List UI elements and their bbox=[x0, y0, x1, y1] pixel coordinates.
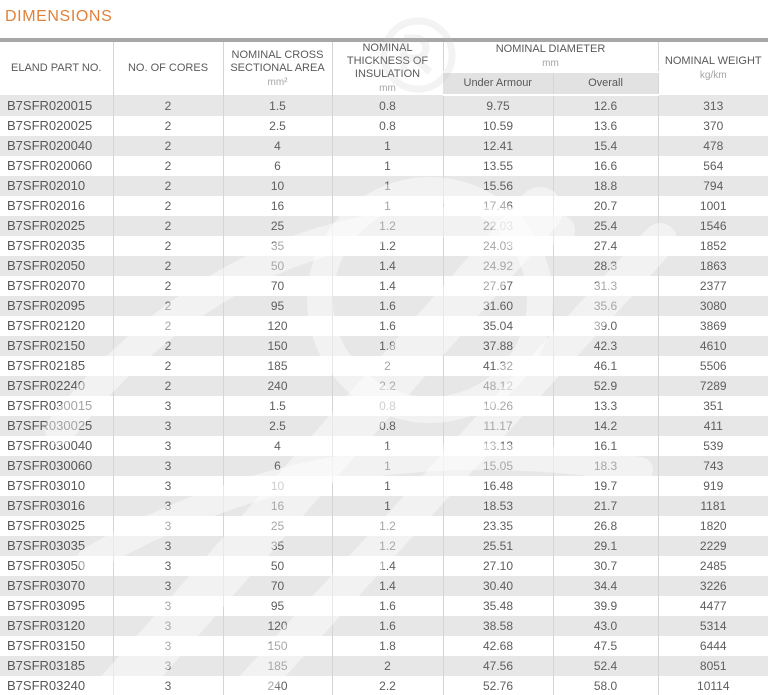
cell-insulation: 2.2 bbox=[332, 676, 443, 695]
cell-diameter-overall: 52.9 bbox=[553, 376, 658, 396]
cell-insulation: 1.8 bbox=[332, 636, 443, 656]
table-row bbox=[0, 576, 768, 596]
cell-diameter-under-armour: 35.48 bbox=[443, 596, 553, 616]
cell-diameter-under-armour: 41.32 bbox=[443, 356, 553, 376]
table-row bbox=[0, 356, 768, 376]
cell-cores: 3 bbox=[113, 396, 223, 416]
cell-diameter-overall: 16.6 bbox=[553, 156, 658, 176]
page-title: DIMENSIONS bbox=[5, 8, 113, 25]
cell-part-no: B7SFR030025 bbox=[0, 416, 113, 436]
cell-diameter-overall: 34.4 bbox=[553, 576, 658, 596]
cell-insulation: 1 bbox=[332, 156, 443, 176]
table-row bbox=[0, 296, 768, 316]
cell-part-no: B7SFR02070 bbox=[0, 276, 113, 296]
cell-part-no: B7SFR02010 bbox=[0, 176, 113, 196]
table-row bbox=[0, 316, 768, 336]
cell-insulation: 2.2 bbox=[332, 376, 443, 396]
cell-diameter-under-armour: 30.40 bbox=[443, 576, 553, 596]
cell-csa: 50 bbox=[223, 556, 332, 576]
header-weight-label: NOMINAL WEIGHT bbox=[664, 55, 762, 67]
table-row bbox=[0, 95, 768, 116]
cell-diameter-overall: 12.6 bbox=[553, 95, 658, 116]
cell-diameter-under-armour: 48.12 bbox=[443, 376, 553, 396]
table-row bbox=[0, 676, 768, 695]
cell-csa: 185 bbox=[223, 356, 332, 376]
cell-part-no: B7SFR03050 bbox=[0, 556, 113, 576]
cell-diameter-overall: 30.7 bbox=[553, 556, 658, 576]
cell-part-no: B7SFR03016 bbox=[0, 496, 113, 516]
table-row bbox=[0, 516, 768, 536]
cell-cores: 3 bbox=[113, 516, 223, 536]
cell-insulation: 1.2 bbox=[332, 216, 443, 236]
cell-csa: 2.5 bbox=[223, 116, 332, 136]
cell-diameter-overall: 14.2 bbox=[553, 416, 658, 436]
cell-insulation: 1.4 bbox=[332, 256, 443, 276]
table-row bbox=[0, 416, 768, 436]
cell-diameter-overall: 19.7 bbox=[553, 476, 658, 496]
cell-diameter-under-armour: 27.10 bbox=[443, 556, 553, 576]
cell-csa: 95 bbox=[223, 596, 332, 616]
cell-diameter-overall: 13.6 bbox=[553, 116, 658, 136]
table-row bbox=[0, 176, 768, 196]
cell-weight: 3869 bbox=[658, 316, 768, 336]
cell-cores: 3 bbox=[113, 656, 223, 676]
cell-diameter-overall: 20.7 bbox=[553, 196, 658, 216]
cell-diameter-under-armour: 42.68 bbox=[443, 636, 553, 656]
cell-part-no: B7SFR02240 bbox=[0, 376, 113, 396]
cell-weight: 4477 bbox=[658, 596, 768, 616]
cell-weight: 4610 bbox=[658, 336, 768, 356]
cell-csa: 10 bbox=[223, 476, 332, 496]
cell-diameter-under-armour: 13.13 bbox=[443, 436, 553, 456]
cell-insulation: 1.4 bbox=[332, 556, 443, 576]
cell-weight: 1001 bbox=[658, 196, 768, 216]
cell-insulation: 1.6 bbox=[332, 296, 443, 316]
cell-part-no: B7SFR02095 bbox=[0, 296, 113, 316]
cell-cores: 3 bbox=[113, 436, 223, 456]
cell-csa: 25 bbox=[223, 216, 332, 236]
cell-diameter-under-armour: 13.55 bbox=[443, 156, 553, 176]
cell-weight: 8051 bbox=[658, 656, 768, 676]
cell-weight: 1820 bbox=[658, 516, 768, 536]
cell-part-no: B7SFR030060 bbox=[0, 456, 113, 476]
table-row bbox=[0, 236, 768, 256]
cell-cores: 2 bbox=[113, 216, 223, 236]
cell-csa: 1.5 bbox=[223, 95, 332, 116]
table-row bbox=[0, 336, 768, 356]
cell-cores: 3 bbox=[113, 576, 223, 596]
cell-weight: 1181 bbox=[658, 496, 768, 516]
cell-diameter-overall: 18.3 bbox=[553, 456, 658, 476]
cell-csa: 120 bbox=[223, 616, 332, 636]
table-row bbox=[0, 476, 768, 496]
cell-insulation: 0.8 bbox=[332, 416, 443, 436]
cell-diameter-under-armour: 15.56 bbox=[443, 176, 553, 196]
header-cross-sectional-area bbox=[223, 42, 332, 95]
cell-weight: 7289 bbox=[658, 376, 768, 396]
cell-diameter-under-armour: 23.35 bbox=[443, 516, 553, 536]
cell-diameter-overall: 27.4 bbox=[553, 236, 658, 256]
cell-cores: 3 bbox=[113, 456, 223, 476]
cell-csa: 150 bbox=[223, 636, 332, 656]
table-header bbox=[0, 42, 768, 95]
cell-weight: 1852 bbox=[658, 236, 768, 256]
cell-diameter-overall: 47.5 bbox=[553, 636, 658, 656]
header-part-no bbox=[0, 42, 113, 95]
cell-diameter-overall: 15.4 bbox=[553, 136, 658, 156]
cell-weight: 1546 bbox=[658, 216, 768, 236]
cell-insulation: 1.6 bbox=[332, 616, 443, 636]
cell-diameter-under-armour: 10.59 bbox=[443, 116, 553, 136]
cell-part-no: B7SFR02150 bbox=[0, 336, 113, 356]
cell-diameter-overall: 35.6 bbox=[553, 296, 658, 316]
cell-csa: 35 bbox=[223, 236, 332, 256]
cell-insulation: 1 bbox=[332, 136, 443, 156]
cell-diameter-overall: 58.0 bbox=[553, 676, 658, 695]
cell-part-no: B7SFR03240 bbox=[0, 676, 113, 695]
cell-csa: 1.5 bbox=[223, 396, 332, 416]
cell-csa: 16 bbox=[223, 196, 332, 216]
cell-csa: 240 bbox=[223, 676, 332, 695]
cell-diameter-overall: 16.1 bbox=[553, 436, 658, 456]
cell-diameter-overall: 46.1 bbox=[553, 356, 658, 376]
cell-diameter-under-armour: 35.04 bbox=[443, 316, 553, 336]
table-row bbox=[0, 636, 768, 656]
cell-csa: 4 bbox=[223, 136, 332, 156]
table-row bbox=[0, 376, 768, 396]
cell-diameter-under-armour: 16.48 bbox=[443, 476, 553, 496]
cell-cores: 2 bbox=[113, 196, 223, 216]
table-row bbox=[0, 136, 768, 156]
cell-csa: 70 bbox=[223, 576, 332, 596]
header-overall: Overall bbox=[553, 72, 658, 95]
cell-csa: 150 bbox=[223, 336, 332, 356]
header-diameter-label: NOMINAL DIAMETER bbox=[495, 43, 606, 55]
cell-insulation: 1 bbox=[332, 436, 443, 456]
table-row bbox=[0, 536, 768, 556]
cell-weight: 5506 bbox=[658, 356, 768, 376]
cell-csa: 185 bbox=[223, 656, 332, 676]
table-row bbox=[0, 496, 768, 516]
table-row bbox=[0, 156, 768, 176]
header-under-armour: Under Armour bbox=[443, 72, 553, 95]
cell-cores: 2 bbox=[113, 176, 223, 196]
cell-diameter-overall: 43.0 bbox=[553, 616, 658, 636]
cell-diameter-overall: 29.1 bbox=[553, 536, 658, 556]
cell-part-no: B7SFR03120 bbox=[0, 616, 113, 636]
cell-csa: 25 bbox=[223, 516, 332, 536]
cell-part-no: B7SFR020040 bbox=[0, 136, 113, 156]
cell-weight: 10114 bbox=[658, 676, 768, 695]
table-row bbox=[0, 596, 768, 616]
cell-diameter-under-armour: 18.53 bbox=[443, 496, 553, 516]
cell-cores: 2 bbox=[113, 376, 223, 396]
cell-insulation: 2 bbox=[332, 656, 443, 676]
cell-weight: 5314 bbox=[658, 616, 768, 636]
cell-insulation: 0.8 bbox=[332, 95, 443, 116]
cell-insulation: 1.2 bbox=[332, 516, 443, 536]
cell-diameter-under-armour: 9.75 bbox=[443, 95, 553, 116]
table-row bbox=[0, 216, 768, 236]
cell-part-no: B7SFR03010 bbox=[0, 476, 113, 496]
table-row bbox=[0, 256, 768, 276]
cell-part-no: B7SFR03095 bbox=[0, 596, 113, 616]
cell-csa: 240 bbox=[223, 376, 332, 396]
cell-insulation: 1 bbox=[332, 496, 443, 516]
cell-insulation: 1.6 bbox=[332, 316, 443, 336]
cell-insulation: 1.6 bbox=[332, 596, 443, 616]
cell-weight: 564 bbox=[658, 156, 768, 176]
header-csa-unit: mm² bbox=[267, 76, 288, 88]
cell-part-no: B7SFR02185 bbox=[0, 356, 113, 376]
cell-cores: 2 bbox=[113, 296, 223, 316]
cell-diameter-under-armour: 24.92 bbox=[443, 256, 553, 276]
cell-diameter-overall: 42.3 bbox=[553, 336, 658, 356]
cell-insulation: 1 bbox=[332, 456, 443, 476]
cell-weight: 919 bbox=[658, 476, 768, 496]
table-row bbox=[0, 196, 768, 216]
cell-part-no: B7SFR02016 bbox=[0, 196, 113, 216]
cell-part-no: B7SFR02025 bbox=[0, 216, 113, 236]
cell-weight: 1863 bbox=[658, 256, 768, 276]
cell-part-no: B7SFR03035 bbox=[0, 536, 113, 556]
cell-cores: 3 bbox=[113, 476, 223, 496]
header-weight bbox=[658, 42, 768, 95]
header-insulation-label: NOMINAL THICKNESS OF INSULATION bbox=[346, 42, 429, 80]
cell-part-no: B7SFR030040 bbox=[0, 436, 113, 456]
cell-cores: 3 bbox=[113, 536, 223, 556]
cell-part-no: B7SFR020015 bbox=[0, 95, 113, 116]
cell-cores: 3 bbox=[113, 636, 223, 656]
header-row-main bbox=[0, 42, 768, 72]
table-row bbox=[0, 616, 768, 636]
cell-cores: 3 bbox=[113, 596, 223, 616]
cell-insulation: 0.8 bbox=[332, 396, 443, 416]
cell-cores: 2 bbox=[113, 336, 223, 356]
cell-insulation: 1 bbox=[332, 196, 443, 216]
table-row bbox=[0, 436, 768, 456]
table-row bbox=[0, 396, 768, 416]
header-csa-label: NOMINAL CROSS SECTIONAL AREA bbox=[230, 48, 325, 74]
cell-csa: 10 bbox=[223, 176, 332, 196]
cell-diameter-under-armour: 38.58 bbox=[443, 616, 553, 636]
cell-cores: 3 bbox=[113, 616, 223, 636]
cell-part-no: B7SFR03185 bbox=[0, 656, 113, 676]
cell-csa: 70 bbox=[223, 276, 332, 296]
header-insulation-unit: mm bbox=[379, 83, 396, 94]
header-cores bbox=[113, 42, 223, 95]
cell-part-no: B7SFR020025 bbox=[0, 116, 113, 136]
cell-weight: 313 bbox=[658, 95, 768, 116]
cell-part-no: B7SFR03150 bbox=[0, 636, 113, 656]
cell-part-no: B7SFR03070 bbox=[0, 576, 113, 596]
cell-insulation: 1.8 bbox=[332, 336, 443, 356]
cell-csa: 120 bbox=[223, 316, 332, 336]
cell-cores: 2 bbox=[113, 156, 223, 176]
header-insulation-thickness bbox=[332, 42, 443, 95]
table-row bbox=[0, 456, 768, 476]
cell-diameter-under-armour: 24.03 bbox=[443, 236, 553, 256]
cell-part-no: B7SFR02120 bbox=[0, 316, 113, 336]
cell-csa: 6 bbox=[223, 456, 332, 476]
cell-diameter-under-armour: 52.76 bbox=[443, 676, 553, 695]
header-cores-label: NO. OF CORES bbox=[127, 62, 209, 74]
cell-part-no: B7SFR02050 bbox=[0, 256, 113, 276]
cell-cores: 2 bbox=[113, 95, 223, 116]
cell-weight: 2229 bbox=[658, 536, 768, 556]
cell-diameter-under-armour: 22.03 bbox=[443, 216, 553, 236]
cell-diameter-under-armour: 15.05 bbox=[443, 456, 553, 476]
cell-insulation: 1.2 bbox=[332, 236, 443, 256]
cell-diameter-under-armour: 27.67 bbox=[443, 276, 553, 296]
cell-diameter-overall: 31.3 bbox=[553, 276, 658, 296]
cell-cores: 3 bbox=[113, 676, 223, 695]
cell-cores: 2 bbox=[113, 256, 223, 276]
cell-diameter-overall: 13.3 bbox=[553, 396, 658, 416]
table-row bbox=[0, 276, 768, 296]
cell-csa: 2.5 bbox=[223, 416, 332, 436]
cell-insulation: 1 bbox=[332, 476, 443, 496]
cell-diameter-overall: 52.4 bbox=[553, 656, 658, 676]
cell-weight: 2485 bbox=[658, 556, 768, 576]
cell-diameter-under-armour: 37.88 bbox=[443, 336, 553, 356]
cell-diameter-overall: 39.9 bbox=[553, 596, 658, 616]
header-part-no-label: ELAND PART NO. bbox=[11, 62, 102, 74]
header-diameter-unit: mm bbox=[542, 58, 559, 69]
cell-part-no: B7SFR020060 bbox=[0, 156, 113, 176]
cell-diameter-overall: 25.4 bbox=[553, 216, 658, 236]
cell-cores: 3 bbox=[113, 556, 223, 576]
cell-diameter-under-armour: 10.26 bbox=[443, 396, 553, 416]
cell-insulation: 1.2 bbox=[332, 536, 443, 556]
cell-csa: 95 bbox=[223, 296, 332, 316]
cell-diameter-under-armour: 11.17 bbox=[443, 416, 553, 436]
cell-weight: 3226 bbox=[658, 576, 768, 596]
cell-weight: 2377 bbox=[658, 276, 768, 296]
cell-insulation: 1.4 bbox=[332, 576, 443, 596]
cell-weight: 794 bbox=[658, 176, 768, 196]
cell-weight: 6444 bbox=[658, 636, 768, 656]
cell-insulation: 0.8 bbox=[332, 116, 443, 136]
header-weight-unit: kg/km bbox=[699, 70, 727, 81]
cell-weight: 539 bbox=[658, 436, 768, 456]
cell-csa: 35 bbox=[223, 536, 332, 556]
dimensions-table bbox=[0, 42, 768, 695]
cell-csa: 50 bbox=[223, 256, 332, 276]
cell-diameter-overall: 28.3 bbox=[553, 256, 658, 276]
cell-diameter-under-armour: 31.60 bbox=[443, 296, 553, 316]
cell-cores: 3 bbox=[113, 416, 223, 436]
cell-diameter-under-armour: 12.41 bbox=[443, 136, 553, 156]
table-body bbox=[0, 95, 768, 695]
cell-part-no: B7SFR03025 bbox=[0, 516, 113, 536]
cell-weight: 478 bbox=[658, 136, 768, 156]
cell-diameter-under-armour: 47.56 bbox=[443, 656, 553, 676]
cell-weight: 370 bbox=[658, 116, 768, 136]
table-row bbox=[0, 656, 768, 676]
cell-part-no: B7SFR030015 bbox=[0, 396, 113, 416]
cell-weight: 411 bbox=[658, 416, 768, 436]
cell-diameter-under-armour: 25.51 bbox=[443, 536, 553, 556]
cell-weight: 743 bbox=[658, 456, 768, 476]
cell-weight: 3080 bbox=[658, 296, 768, 316]
cell-weight: 351 bbox=[658, 396, 768, 416]
cell-diameter-overall: 18.8 bbox=[553, 176, 658, 196]
cell-cores: 2 bbox=[113, 136, 223, 156]
cell-diameter-overall: 39.0 bbox=[553, 316, 658, 336]
cell-cores: 2 bbox=[113, 276, 223, 296]
cell-csa: 16 bbox=[223, 496, 332, 516]
cell-diameter-under-armour: 17.46 bbox=[443, 196, 553, 216]
cell-cores: 2 bbox=[113, 236, 223, 256]
cell-csa: 4 bbox=[223, 436, 332, 456]
cell-part-no: B7SFR02035 bbox=[0, 236, 113, 256]
cell-cores: 2 bbox=[113, 116, 223, 136]
cell-insulation: 2 bbox=[332, 356, 443, 376]
cell-csa: 6 bbox=[223, 156, 332, 176]
table-row bbox=[0, 116, 768, 136]
cell-diameter-overall: 21.7 bbox=[553, 496, 658, 516]
cell-cores: 3 bbox=[113, 496, 223, 516]
cell-cores: 2 bbox=[113, 316, 223, 336]
cell-diameter-overall: 26.8 bbox=[553, 516, 658, 536]
cell-cores: 2 bbox=[113, 356, 223, 376]
cell-insulation: 1.4 bbox=[332, 276, 443, 296]
table-row bbox=[0, 556, 768, 576]
header-nominal-diameter bbox=[443, 42, 658, 72]
cell-insulation: 1 bbox=[332, 176, 443, 196]
